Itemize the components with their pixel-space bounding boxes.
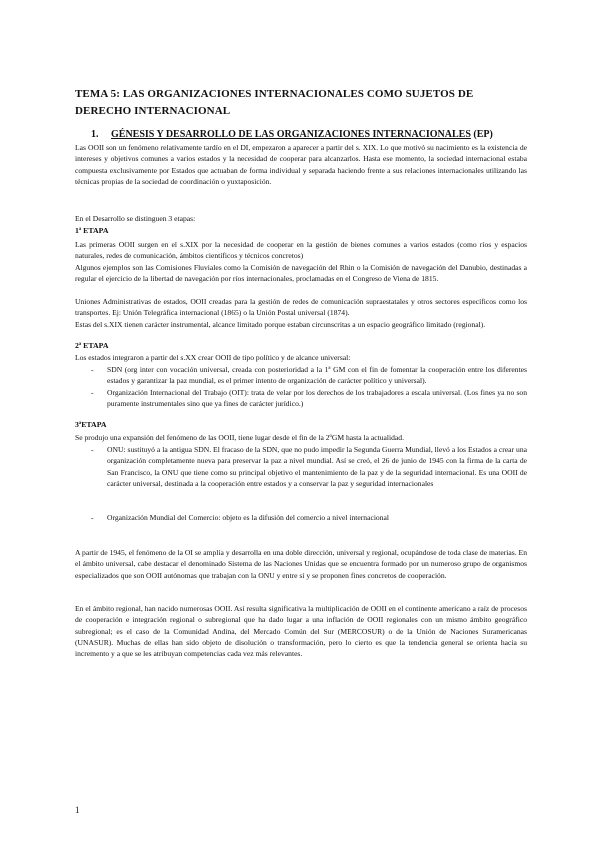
- stage3-bullet-2: [91, 512, 527, 523]
- stage3-label: 3ªETAPA: [75, 420, 107, 429]
- intro-paragraph: Las OOII son un fenómeno relativamente tardío en el DI, empezaron a aparecer a partir del s. XIX. Lo que motivó su nacimiento es la existencia de intereses y objetivos comunes a varios estados y la necesidad de cooperar para alcanzarlos. Hasta ese momento, la sociedad internacional estaba compuesta exclusivamente por Estados que actuaban de forma individual y separada haciendo frente a sus relaciones internacionales utilizando las técnicas propias de la sociedad de coordinación o yuxtaposición.: [75, 143, 527, 186]
- section-number: 1.: [91, 129, 99, 140]
- stage2-label: 2ª ETAPA: [75, 341, 109, 350]
- stages-intro: En el Desarrollo se distinguen 3 etapas:: [75, 214, 196, 223]
- stage2-paragraph-1: Los estados integraron a partir del s.XX crear OOII de tipo político y de alcance universal:: [75, 353, 351, 362]
- stage1-paragraph-3: Uniones Administrativas de estados, OOII creadas para la gestión de redes de comunicación supraestatales y otros sectores específicos como los transportes. Ej: Unión Telegráfica internacional (1865) o la Unión Postal universal (1874).: [75, 297, 527, 318]
- stage3-paragraph-1: Se produjo una expansión del fenómeno de las OOII, tiene lugar desde el fin de la 2ºGM hasta la actualidad.: [75, 433, 404, 442]
- section-tag: (EP): [473, 129, 493, 140]
- bullet-text: ONU: sustituyó a la antigua SDN. El fracaso de la SDN, que no pudo impedir la Segunda Guerra Mundial, llevó a los Estados a crear una organización completamente nueva para preservar la paz a nivel mundial. Así se creó, el 26 de junio de 1945 con la firma de la carta de San Francisco, la ONU que tiene como su principal objetivo el mantenimiento de la paz y de la seguridad internacional. Es una OOII de carácter universal, destinada a la cooperación entre estados y a conservar la paz y seguridad internacionales: [107, 445, 527, 488]
- stage3-bullet-1: [91, 444, 527, 489]
- stage2-bullet-2: [91, 387, 527, 410]
- bullet-dash: -: [91, 513, 94, 522]
- section-title: GÉNESIS Y DESARROLLO DE LAS ORGANIZACIONES INTERNACIONALES: [111, 129, 471, 140]
- page-number: 1: [75, 805, 80, 815]
- document-title: TEMA 5: LAS ORGANIZACIONES INTERNACIONALES COMO SUJETOS DE DERECHO INTERNACIONAL: [75, 88, 474, 117]
- paragraph-regional: En el ámbito regional, han nacido numerosas OOII. Así resulta significativa la multiplicación de OOII en el continente americano a raíz de procesos de cooperación e integración regional o subregional que ha dado lugar a una inflación de OOII regionales con un mismo ámbito geográfico subregional; es el caso de la Comunidad Andina, del Mercado Común del Sur (MERCOSUR) o de la Unión de Naciones Suramericanas (UNASUR). Muchas de ellas han sido objeto de disolución o transformación, pero lo cierto es que la tendencia general se orienta hacia su incremento y a que se les atribuyan competencias cada vez más relevantes.: [75, 604, 527, 659]
- stage1-paragraph-2: Algunos ejemplos son las Comisiones Fluviales como la Comisión de navegación del Rhin o la Comisión de navegación del Danubio, destinadas a regular el ejercicio de la libertad de navegación por ríos internacionales, proclamadas en el Congreso de Viena de 1815.: [75, 263, 527, 284]
- stage2-bullet-1: [91, 364, 527, 387]
- section-heading: [91, 129, 531, 141]
- bullet-dash: -: [91, 445, 94, 454]
- bullet-dash: -: [91, 388, 94, 397]
- bullet-text: Organización Mundial del Comercio: objeto es la difusión del comercio a nivel internacional: [107, 513, 390, 522]
- stage1-label: 1ª ETAPA: [75, 226, 109, 235]
- bullet-dash: -: [91, 365, 94, 374]
- paragraph-1945: A partir de 1945, el fenómeno de la OI se amplía y desarrolla en una doble dirección, universal y regional, ocupándose de toda clase de materias. En el ámbito universal, cabe destacar el denominado Sistema de las Naciones Unidas que se encuentra formado por un numeroso grupo de organismos especializados que son OOII autónomas que trabajan con la ONU y entre sí y se proponen fines concretos de cooperación.: [75, 548, 527, 580]
- stage1-paragraph-1: Las primeras OOII surgen en el s.XIX por la necesidad de cooperar en la gestión de bienes comunes a varios estados (como ríos y espacios naturales, redes de comunicación, ámbitos científicos y técnicos concretos): [75, 240, 527, 261]
- bullet-text: Organización Internacional del Trabajo (OIT): trata de velar por los derechos de los trabajadores a escala universal. (Los fines ya no son puramente instrumentales sino que ya fines de carácter jurídico.): [107, 388, 527, 409]
- stage1-paragraph-4: Estas del s.XIX tienen carácter instrumental, alcance limitado porque estaban circunscritas a un espacio geográfico limitado (regional).: [75, 320, 486, 329]
- bullet-text: SDN (org inter con vocación universal, creada con posterioridad a la 1ª GM con el fin de fomentar la cooperación entre los diferentes estados y garantizar la paz mundial, es el primer intento de organización de carácter político y universal).: [107, 365, 527, 386]
